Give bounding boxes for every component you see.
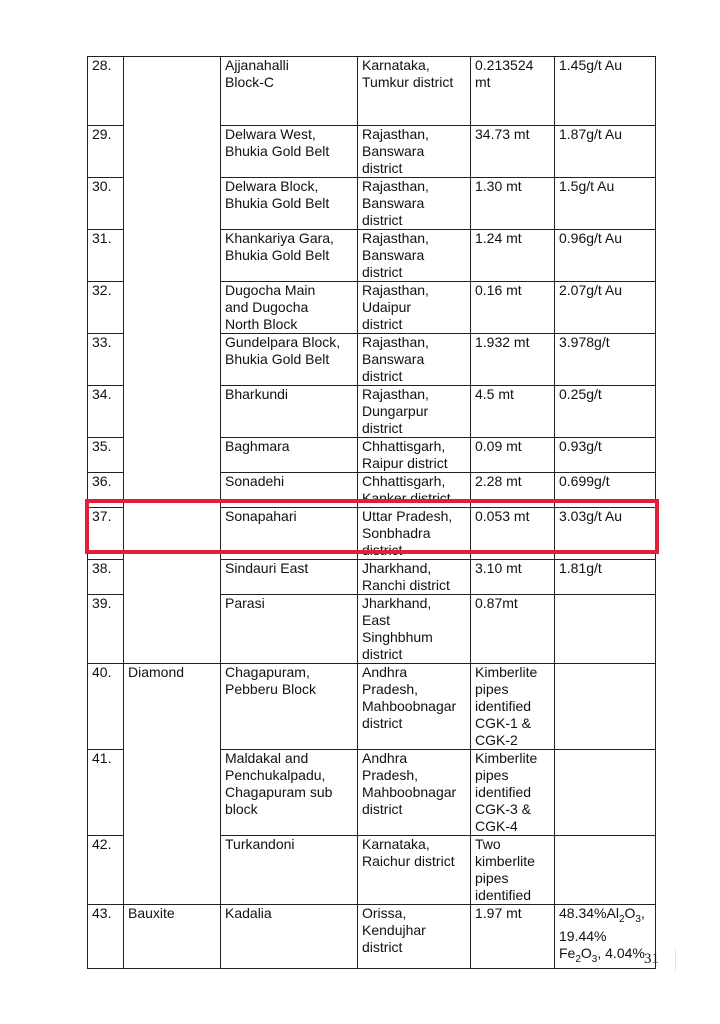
grade-cell	[555, 334, 656, 386]
resource-cell	[471, 473, 555, 508]
block-name: Sonadehi	[225, 473, 285, 489]
serial-number: 34.	[92, 386, 112, 402]
location-cell	[358, 560, 471, 595]
block-name: Chagapuram, Pebberu Block	[225, 664, 317, 697]
resource-cell	[471, 282, 555, 334]
block-cell	[221, 595, 358, 664]
resource: 0.16 mt	[475, 282, 522, 298]
block-name: Dugocha Main and Dugocha North Block	[225, 282, 316, 332]
block-name: Sindauri East	[225, 560, 309, 576]
grade-cell	[555, 282, 656, 334]
resource: 34.73 mt	[475, 126, 530, 142]
resource-cell	[471, 750, 555, 836]
resource: 2.28 mt	[475, 473, 522, 489]
location: Rajasthan, Banswara district	[362, 230, 429, 280]
mineral-exploration-table	[87, 56, 656, 969]
grade-cell	[555, 178, 656, 230]
resource: Kimberlite pipes identified CGK-1 & CGK-2	[475, 664, 538, 748]
resource-cell	[471, 508, 555, 560]
mineral-cell	[124, 57, 221, 664]
grade: 1.5g/t Au	[559, 178, 615, 194]
resource-cell	[471, 560, 555, 595]
resource-cell	[471, 836, 555, 905]
grade: 2.07g/t Au	[559, 282, 623, 298]
grade-cell	[555, 386, 656, 438]
resource-cell	[471, 664, 555, 750]
location-cell	[358, 595, 471, 664]
mineral-cell	[124, 905, 221, 969]
grade-cell	[555, 595, 656, 664]
serial-number: 35.	[92, 438, 112, 454]
serial-number: 40.	[92, 664, 112, 680]
location: Rajasthan, Dungarpur district	[362, 386, 429, 436]
serial-number: 29.	[92, 126, 112, 142]
block-cell	[221, 750, 358, 836]
block-cell	[221, 126, 358, 178]
grade: 0.25g/t	[559, 386, 602, 402]
grade: 0.93g/t	[559, 438, 602, 454]
grade-cell	[555, 230, 656, 282]
block-cell	[221, 334, 358, 386]
location-cell	[358, 178, 471, 230]
resource-cell	[471, 334, 555, 386]
serial-number-cell	[88, 386, 124, 438]
resource: 0.213524 mt	[475, 57, 534, 90]
block-cell	[221, 282, 358, 334]
location-cell	[358, 438, 471, 473]
block-name: Gundelpara Block, Bhukia Gold Belt	[225, 334, 341, 367]
resource: 0.09 mt	[475, 438, 522, 454]
resource-cell	[471, 438, 555, 473]
location-cell	[358, 664, 471, 750]
resource-cell	[471, 595, 555, 664]
serial-number: 38.	[92, 560, 112, 576]
grade: 3.03g/t Au	[559, 508, 623, 524]
location: Rajasthan, Udaipur district	[362, 282, 429, 332]
serial-number-cell	[88, 664, 124, 750]
grade-cell	[555, 126, 656, 178]
block-name: Baghmara	[225, 438, 290, 454]
grade-cell	[555, 508, 656, 560]
block-name: Parasi	[225, 595, 265, 611]
location: Orissa, Kendujhar district	[362, 905, 426, 955]
grade: 1.45g/t Au	[559, 57, 623, 73]
mineral-name: Bauxite	[128, 905, 175, 921]
resource: 1.97 mt	[475, 905, 522, 921]
resource-cell	[471, 905, 555, 969]
serial-number: 36.	[92, 473, 112, 489]
serial-number-cell	[88, 905, 124, 969]
location-cell	[358, 57, 471, 126]
resource: 0.87mt	[475, 595, 518, 611]
block-name: Delwara Block, Bhukia Gold Belt	[225, 178, 330, 211]
location-cell	[358, 750, 471, 836]
resource-cell	[471, 57, 555, 126]
location: Uttar Pradesh, Sonbhadra district	[362, 508, 453, 558]
serial-number-cell	[88, 178, 124, 230]
location: Rajasthan, Banswara district	[362, 178, 429, 228]
location: Andhra Pradesh, Mahboobnagar district	[362, 750, 457, 817]
grade-cell	[555, 438, 656, 473]
resource-cell	[471, 386, 555, 438]
serial-number: 30.	[92, 178, 112, 194]
mineral-name: Diamond	[128, 664, 185, 680]
table-row	[88, 664, 656, 750]
grade-cell	[555, 473, 656, 508]
block-cell	[221, 438, 358, 473]
serial-number-cell	[88, 560, 124, 595]
location: Andhra Pradesh, Mahboobnagar district	[362, 664, 457, 731]
resource: 1.24 mt	[475, 230, 522, 246]
grade: 0.699g/t	[559, 473, 610, 489]
grade-cell	[555, 560, 656, 595]
serial-number: 39.	[92, 595, 112, 611]
resource: 1.932 mt	[475, 334, 530, 350]
resource-cell	[471, 126, 555, 178]
grade: 0.96g/t Au	[559, 230, 623, 246]
grade-cell	[555, 905, 656, 969]
grade: 3.978g/t	[559, 334, 610, 350]
location-cell	[358, 508, 471, 560]
serial-number-cell	[88, 126, 124, 178]
grade-cell	[555, 664, 656, 750]
location-cell	[358, 836, 471, 905]
serial-number-cell	[88, 438, 124, 473]
page-number: 31	[644, 951, 659, 967]
block-cell	[221, 508, 358, 560]
serial-number: 41.	[92, 750, 112, 766]
block-cell	[221, 386, 358, 438]
serial-number-cell	[88, 595, 124, 664]
block-name: Bharkundi	[225, 386, 289, 402]
grade-cell	[555, 836, 656, 905]
block-cell	[221, 560, 358, 595]
location-cell	[358, 473, 471, 508]
serial-number: 31.	[92, 230, 112, 246]
serial-number: 32.	[92, 282, 112, 298]
resource: 3.10 mt	[475, 560, 522, 576]
serial-number: 33.	[92, 334, 112, 350]
mineral-cell	[124, 664, 221, 905]
location: Chhattisgarh, Raipur district	[362, 438, 448, 471]
grade: $48.34\%Al_2O_3$, 19.44% $Fe_2O_3$, 4.04%	[559, 905, 645, 965]
table-row	[88, 905, 656, 969]
serial-number-cell	[88, 57, 124, 126]
serial-number-cell	[88, 508, 124, 560]
location-cell	[358, 126, 471, 178]
location: Rajasthan, Banswara district	[362, 126, 429, 176]
location-cell	[358, 386, 471, 438]
table-row	[88, 57, 656, 126]
block-name: Khankariya Gara, Bhukia Gold Belt	[225, 230, 334, 263]
resource-cell	[471, 230, 555, 282]
block-name: Ajjanahalli Block-C	[225, 57, 289, 90]
serial-number-cell	[88, 282, 124, 334]
resource: Kimberlite pipes identified CGK-3 & CGK-4	[475, 750, 538, 834]
block-cell	[221, 664, 358, 750]
location: Jharkhand, East Singhbhum district	[362, 595, 433, 662]
block-name: Maldakal and Penchukalpadu, Chagapuram sub block	[225, 750, 333, 817]
serial-number-cell	[88, 473, 124, 508]
block-name: Kadalia	[225, 905, 272, 921]
location-cell	[358, 230, 471, 282]
serial-number-cell	[88, 750, 124, 836]
location-cell	[358, 905, 471, 969]
grade: 1.81g/t	[559, 560, 602, 576]
resource: 1.30 mt	[475, 178, 522, 194]
resource: Two kimberlite pipes identified	[475, 836, 535, 903]
block-cell	[221, 836, 358, 905]
serial-number: 37.	[92, 508, 112, 524]
serial-number: 28.	[92, 57, 112, 73]
margin-line	[675, 948, 676, 972]
location: Rajasthan, Banswara district	[362, 334, 429, 384]
block-cell	[221, 905, 358, 969]
block-name: Sonapahari	[225, 508, 297, 524]
location-cell	[358, 282, 471, 334]
location: Karnataka, Raichur district	[362, 836, 455, 869]
resource: 4.5 mt	[475, 386, 514, 402]
block-cell	[221, 473, 358, 508]
location: Chhattisgarh, Kanker district	[362, 473, 451, 506]
serial-number-cell	[88, 836, 124, 905]
grade: 1.87g/t Au	[559, 126, 623, 142]
block-cell	[221, 57, 358, 126]
grade-cell	[555, 57, 656, 126]
serial-number: 42.	[92, 836, 112, 852]
grade-cell	[555, 750, 656, 836]
block-name: Delwara West, Bhukia Gold Belt	[225, 126, 330, 159]
resource-cell	[471, 178, 555, 230]
serial-number-cell	[88, 230, 124, 282]
location: Karnataka, Tumkur district	[362, 57, 454, 90]
block-cell	[221, 230, 358, 282]
block-name: Turkandoni	[225, 836, 295, 852]
serial-number: 43.	[92, 905, 112, 921]
location: Jharkhand, Ranchi district	[362, 560, 450, 593]
block-cell	[221, 178, 358, 230]
serial-number-cell	[88, 334, 124, 386]
location-cell	[358, 334, 471, 386]
resource: 0.053 mt	[475, 508, 530, 524]
